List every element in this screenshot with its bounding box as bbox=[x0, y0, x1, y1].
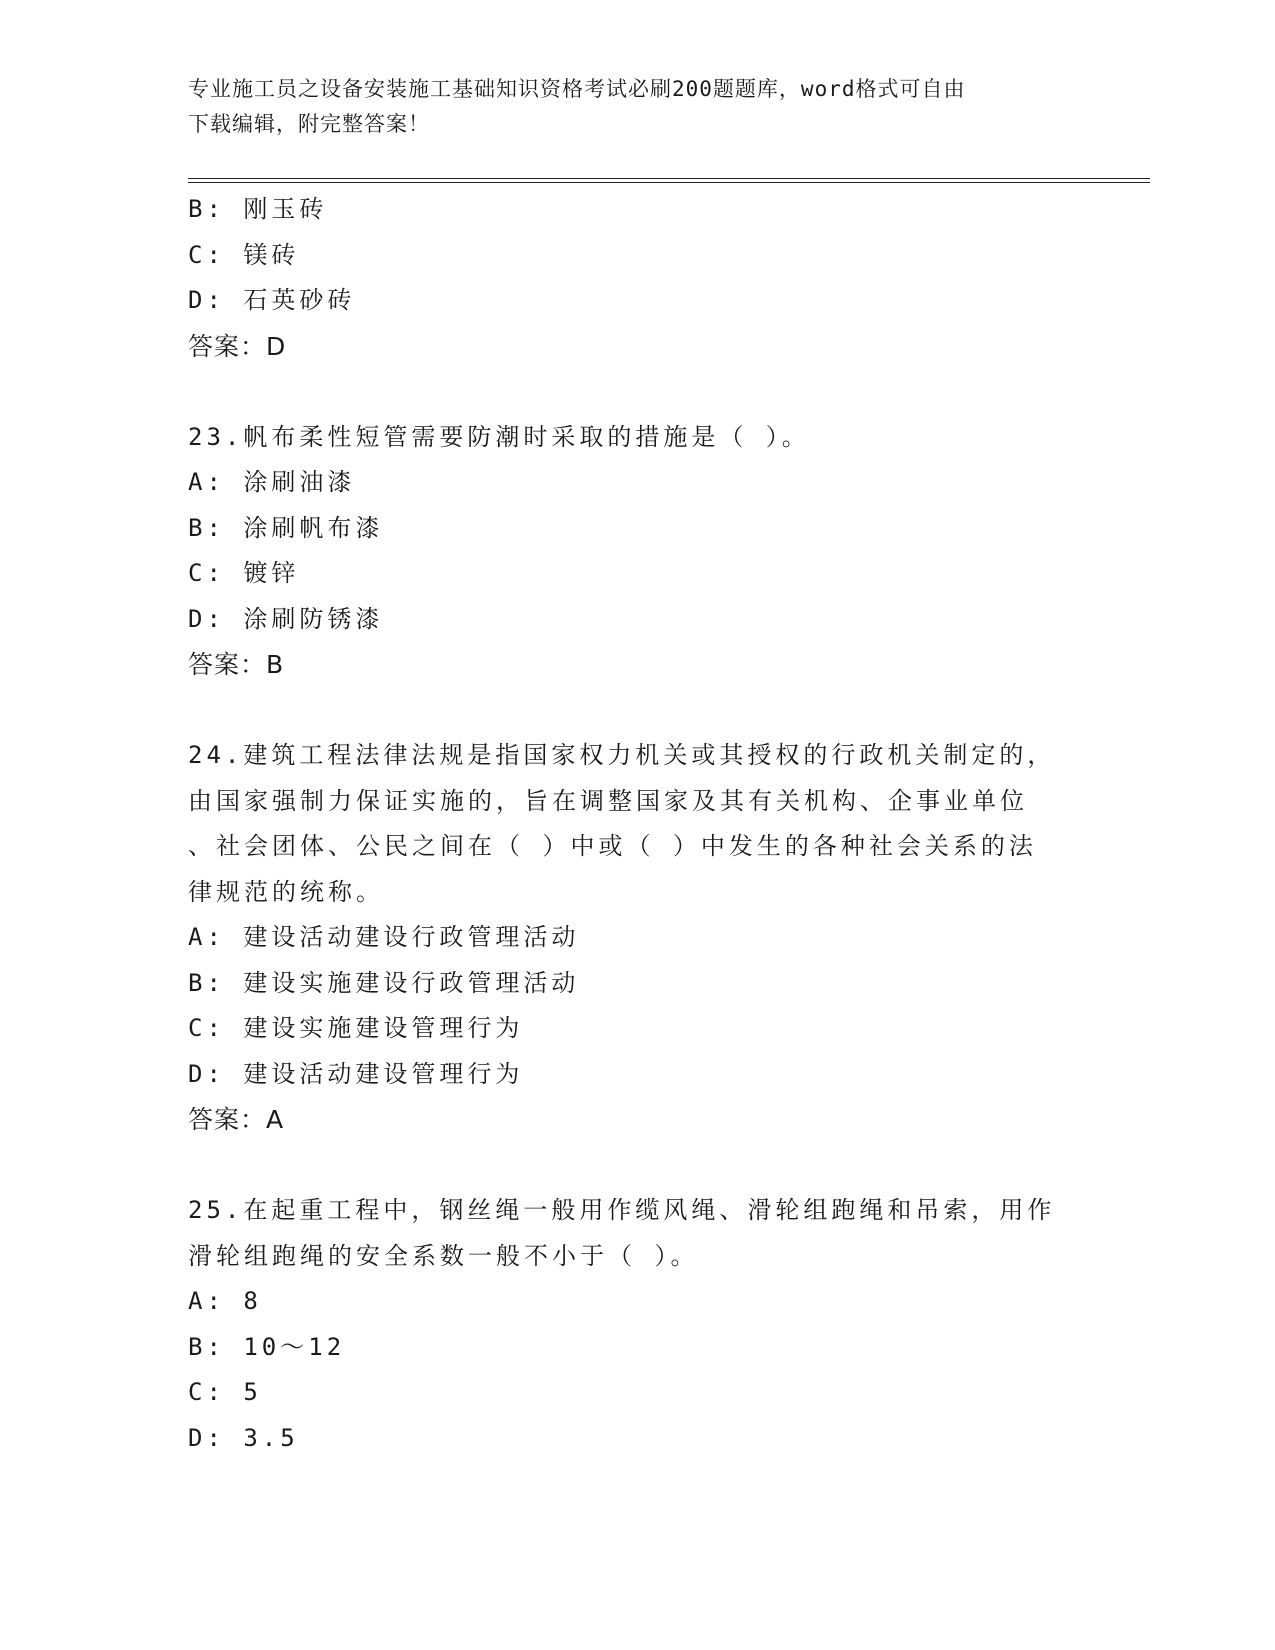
question-stem-line-3: 、社会团体、公民之间在（ ）中或（ ）中发生的各种社会关系的法 bbox=[188, 832, 1037, 860]
question-list bbox=[188, 187, 1088, 1461]
question-stem-line-1: 25.在起重工程中，钢丝绳一般用作缆风绳、滑轮组跑绳和吊索，用作 bbox=[188, 1196, 1056, 1224]
question-stem-line-4: 律规范的统称。 bbox=[188, 877, 384, 906]
option-d: D: 涂刷防锈漆 bbox=[188, 604, 384, 633]
spacer bbox=[188, 688, 1088, 734]
spacer bbox=[188, 369, 1088, 415]
option-c: C: 5 bbox=[188, 1378, 262, 1406]
question-22-continuation bbox=[188, 187, 1088, 369]
question-24 bbox=[188, 733, 1088, 1143]
question-stem-line-1: 24.建筑工程法律法规是指国家权力机关或其授权的行政机关制定的， bbox=[188, 741, 1056, 769]
option-b: B: 涂刷帆布漆 bbox=[188, 513, 384, 542]
option-c: C: 建设实施建设管理行为 bbox=[188, 1014, 524, 1042]
option-a: A: 8 bbox=[188, 1287, 262, 1315]
answer-line: 答案：A bbox=[188, 1105, 285, 1134]
question-stem-line-2: 由国家强制力保证实施的，旨在调整国家及其有关机构、企事业单位 bbox=[188, 786, 1028, 815]
option-b: B: 10～12 bbox=[188, 1332, 346, 1361]
question-25 bbox=[188, 1188, 1088, 1461]
header-title-line-1: 专业施工员之设备安装施工基础知识资格考试必刷200题题库，word格式可自由 bbox=[188, 77, 966, 101]
option-a: A: 涂刷油漆 bbox=[188, 468, 356, 496]
document-header bbox=[188, 72, 1088, 142]
option-a: A: 建设活动建设行政管理活动 bbox=[188, 923, 580, 951]
header-title-line-2: 下载编辑，附完整答案！ bbox=[188, 112, 430, 136]
header-divider-bottom bbox=[188, 182, 1150, 183]
option-c: C: 镁砖 bbox=[188, 240, 300, 269]
option-d: D: 建设活动建设管理行为 bbox=[188, 1059, 524, 1088]
option-b: B: 建设实施建设行政管理活动 bbox=[188, 968, 580, 997]
question-23 bbox=[188, 415, 1088, 688]
question-stem-line-2: 滑轮组跑绳的安全系数一般不小于（ ）。 bbox=[188, 1241, 699, 1270]
option-d: D: 石英砂砖 bbox=[188, 286, 356, 314]
question-stem: 23.帆布柔性短管需要防潮时采取的措施是（ ）。 bbox=[188, 422, 810, 451]
spacer bbox=[188, 1143, 1088, 1189]
option-b: B: 刚玉砖 bbox=[188, 195, 328, 223]
answer-line: 答案：B bbox=[188, 650, 285, 679]
option-d: D: 3.5 bbox=[188, 1423, 299, 1452]
header-divider-top bbox=[188, 178, 1150, 179]
answer-line: 答案：D bbox=[188, 331, 287, 361]
option-c: C: 镀锌 bbox=[188, 559, 300, 587]
